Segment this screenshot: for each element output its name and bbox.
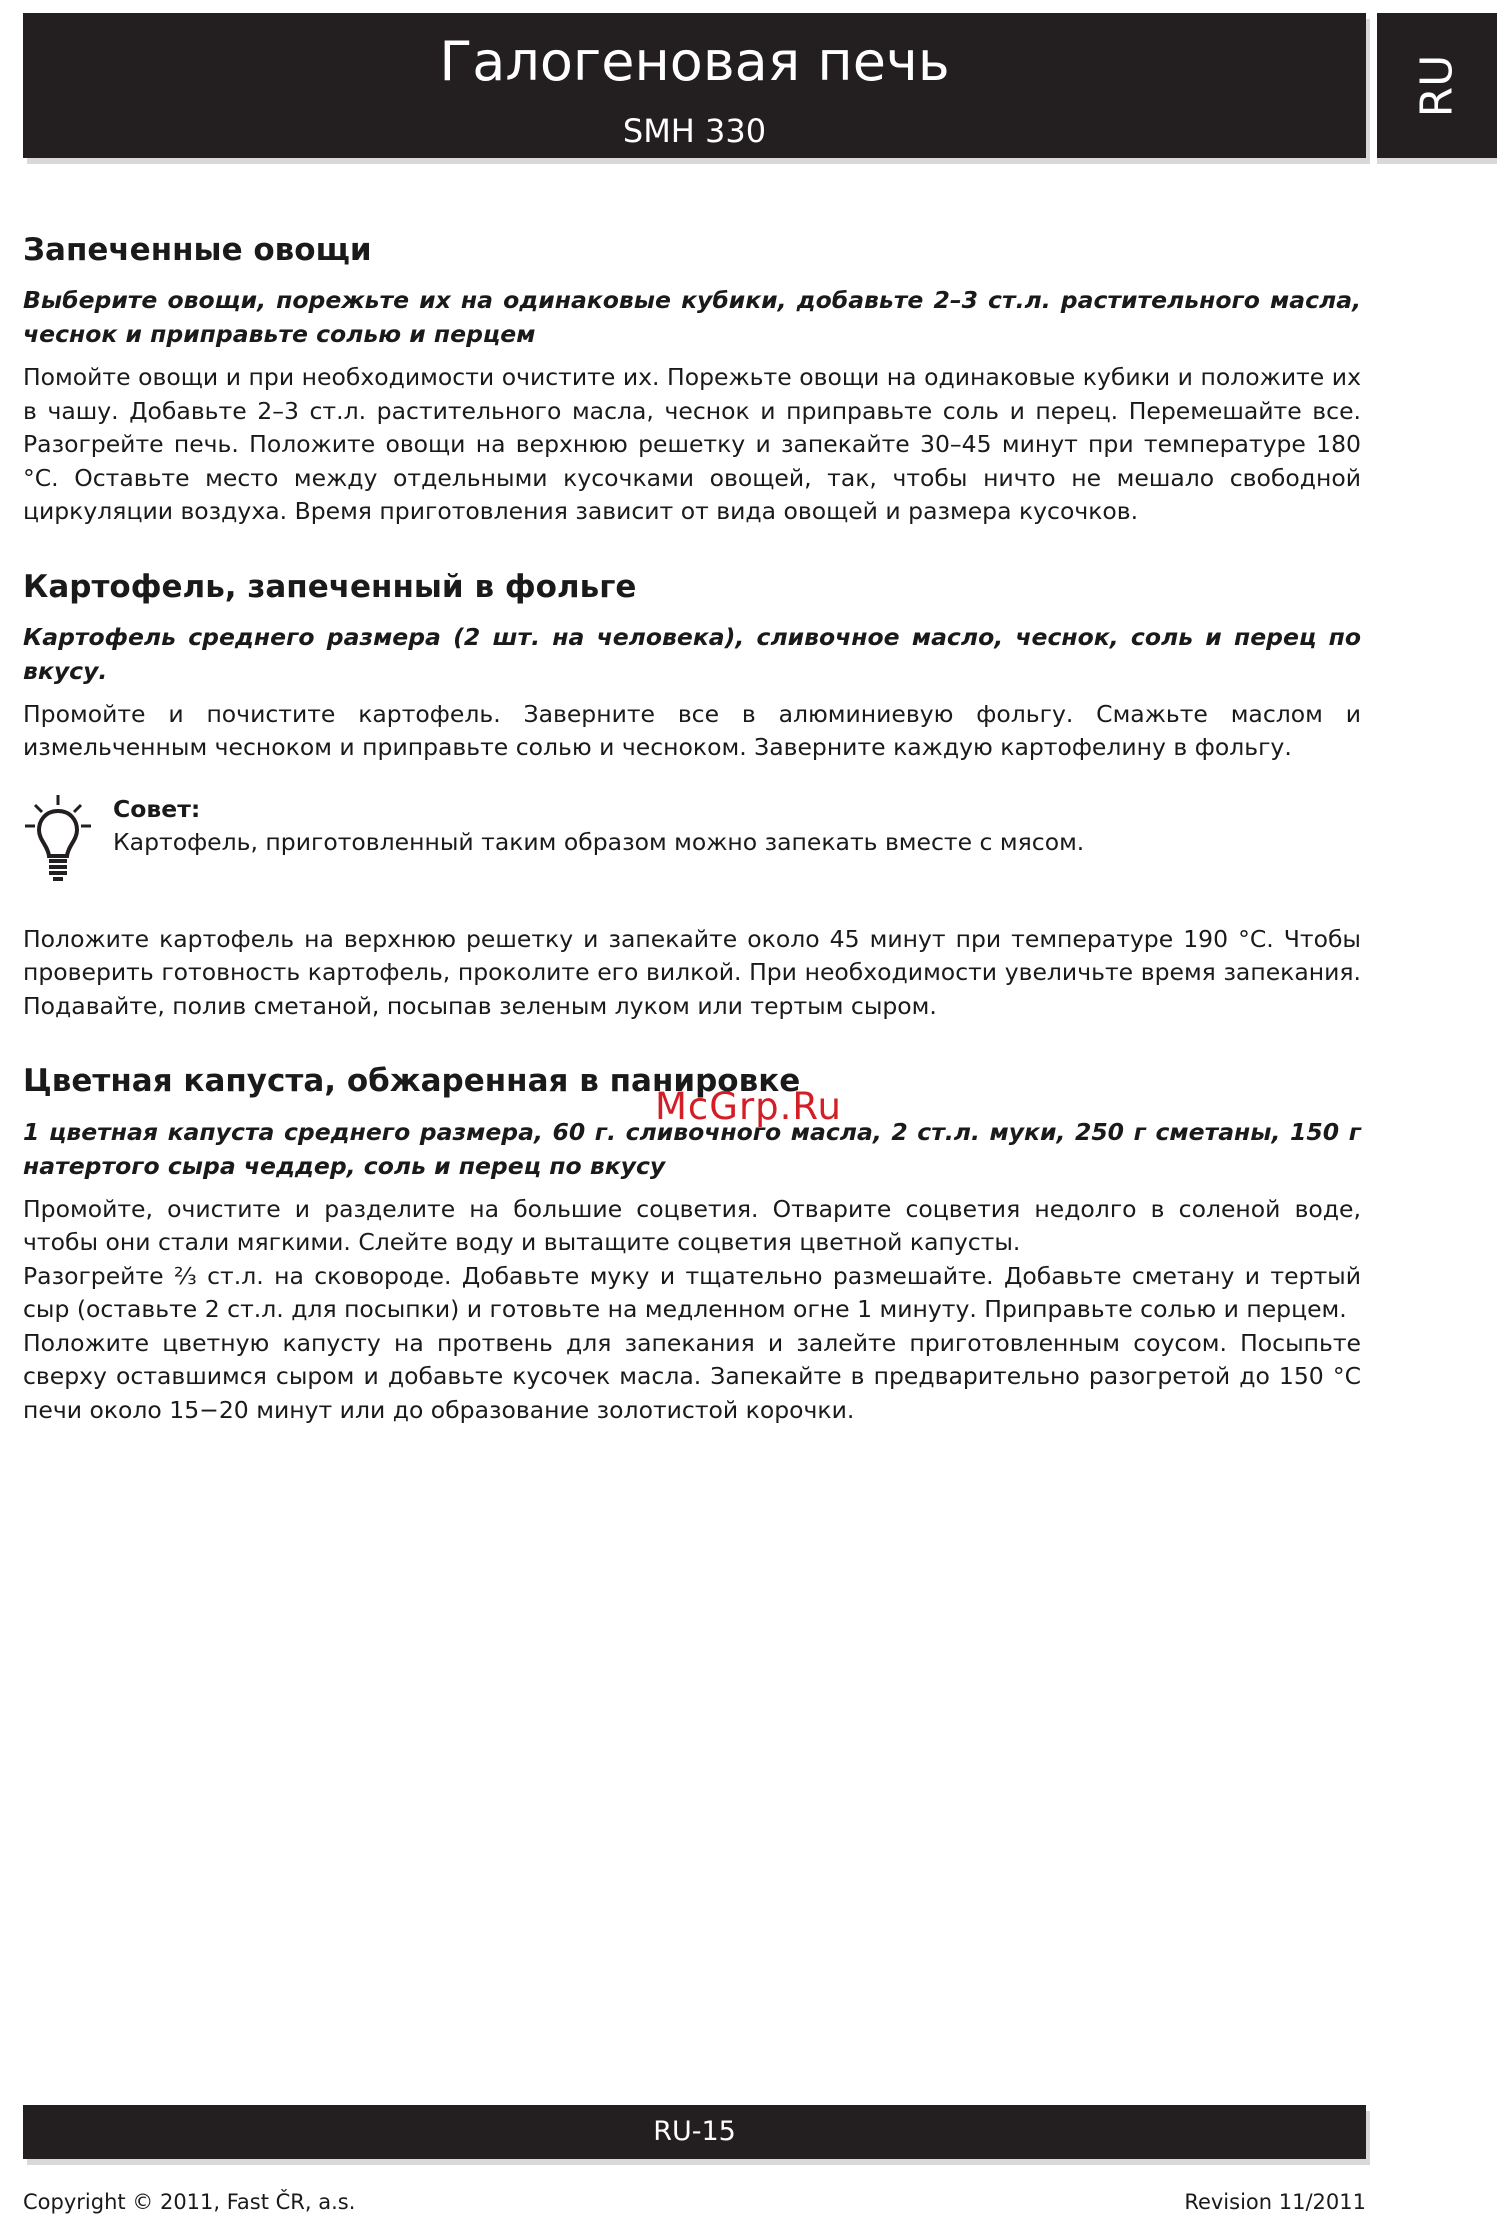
instructions: Помойте овощи и при необходимости очистите их. Порежьте овощи на одинаковые кубики и положите их в чашу. Добавьте 2–3 ст.л. растительного масла, чеснок и приправьте соль и перец. Перемешайте все. Разогрейте печь. Положите овощи на верхнюю решетку и запекайте 30–45 минут при температуре 180 °C. Оставьте место между отдельными кусочками овощей, так, чтобы ничто не мешало свободной циркуляции воздуха. Время приготовления зависит от вида овощей и размера кусочков.: [23, 363, 1361, 526]
tip-title: Совет:: [113, 794, 201, 823]
ingredients: 1 цветная капуста среднего размера, 60 г. сливочного масла, 2 ст.л. муки, 250 г сметаны, 150 г натертого сыра чеддер, соль и перец по вкусу: [23, 1117, 1361, 1180]
model-number: SMH 330: [622, 112, 767, 150]
language-label: RU: [1411, 54, 1463, 117]
section-heading: Запеченные овощи: [23, 232, 372, 268]
light-bulb-icon: [23, 793, 93, 885]
watermark: McGrp.Ru: [655, 1085, 842, 1128]
document-title: Галогеновая печь: [439, 30, 950, 93]
section-roasted-vegetables: [23, 232, 1361, 529]
page-number: RU-15: [653, 2116, 736, 2147]
instructions-step-3: Положите цветную капусту на протвень для запекания и залейте приготовленным соусом. Посыпьте сверху оставшимся сыром и добавьте кусочек масла. Запекайте в предварительно разогретой до 150 °C печи около 15−20 минут или до образование золотистой корочки.: [23, 1328, 1361, 1424]
section-heading: Цветная капуста, обжаренная в панировке: [23, 1063, 801, 1100]
tip-text: Картофель, приготовленный таким образом можно запекать вместе с мясом.: [113, 827, 1085, 856]
language-tab: [1377, 13, 1497, 158]
instructions-step-2: Разогрейте ⅔ ст.л. на сковороде. Добавьте муку и тщательно размешайте. Добавьте сметану и тертый сыр (оставьте 2 ст.л. для посыпки) и готовьте на медленном огне 1 минуту. Приправьте солью и перцем.: [23, 1261, 1361, 1324]
ingredients: Картофель среднего размера (2 шт. на человека), сливочное масло, чеснок, соль и перец по вкусу.: [23, 622, 1361, 685]
revision: Revision 11/2011: [1184, 2190, 1366, 2214]
copyright: Copyright © 2011, Fast ČR, a.s.: [23, 2190, 356, 2214]
tip-box: [23, 793, 1361, 889]
footer-bar: [23, 2105, 1366, 2159]
instructions-continued: Положите картофель на верхнюю решетку и запекайте около 45 минут при температуре 190 °C. Чтобы проверить готовность картофель, проколите его вилкой. При необходимости увеличьте время запекания. Подавайте, полив сметаной, посыпав зеленым луком или тертым сыром.: [23, 924, 1361, 1020]
ingredients: Выберите овощи, порежьте их на одинаковые кубики, добавьте 2–3 ст.л. растительного масла, чеснок и приправьте солью и перцем: [23, 286, 1361, 349]
instructions: Промойте и почистите картофель. Заверните все в алюминиевую фольгу. Смажьте маслом и измельченным чесноком и приправьте солью и чесноком. Заверните каждую картофелину в фольгу.: [23, 699, 1361, 762]
content: [23, 232, 1361, 1467]
instructions-step-1: Промойте, очистите и разделите на большие соцветия. Отварите соцветия недолго в соленой воде, чтобы они стали мягкими. Слейте воду и вытащите соцветия цветной капусты.: [23, 1194, 1361, 1257]
page-header: [23, 13, 1366, 158]
section-baked-potatoes: [23, 569, 1361, 1024]
section-heading: Картофель, запеченный в фольге: [23, 568, 637, 605]
